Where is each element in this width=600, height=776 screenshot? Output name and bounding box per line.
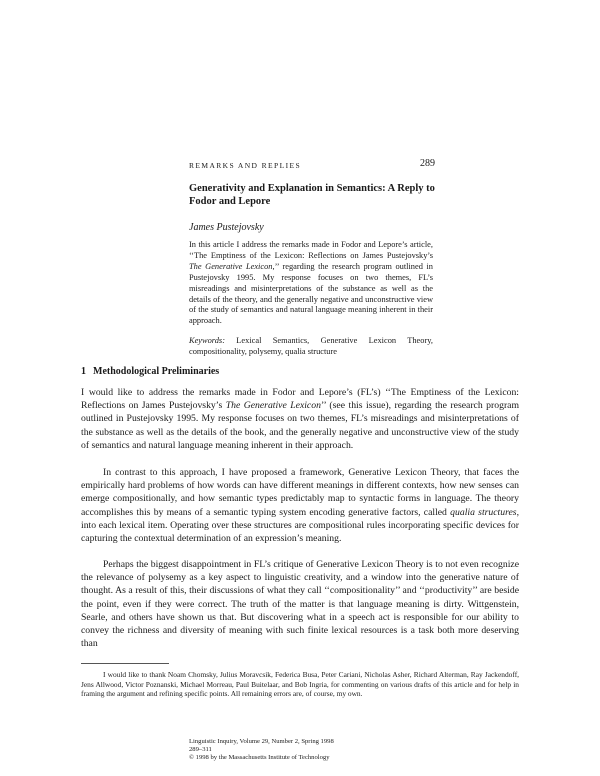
section-title: Methodological Preliminaries: [93, 366, 220, 377]
paragraph-2: [81, 466, 519, 545]
publication-info: [189, 738, 334, 763]
paragraph-3: [81, 558, 519, 650]
footnote: [81, 670, 519, 699]
keywords-label: Keywords:: [189, 336, 225, 345]
abstract-text-b: ,’’ regarding the research program outlined in Pustejovsky 1995. My response focuses on two themes, FL’s misreadings and misinterpretations of the substance as well as the details of the theory, and the generally negative and unconstructive view of the study of semantics and natural language meaning inherent in their approach.: [189, 261, 433, 326]
section-heading: [81, 366, 219, 377]
copyright-notice: © 1998 by the Massachusetts Institute of Technology: [189, 754, 330, 762]
paragraph-1-text-b: ’’ (see this issue), regarding the research program outlined in Pustejovsky 1995. My response focuses on two themes, FL’s misreadings and misinterpretations of the substance as well as the details of the book, and the generally negative and unconstructive view of the study of semantics and natural language meaning inherent in their approach.: [81, 400, 520, 451]
paragraph-1-book-title: The Generative Lexicon: [225, 400, 321, 412]
abstract-book-title: The Generative Lexicon: [189, 261, 273, 271]
abstract: [189, 240, 433, 327]
paragraph-1: [81, 386, 519, 452]
keywords: [189, 336, 433, 358]
author-name: James Pustejovsky: [189, 222, 264, 233]
abstract-text-a: In this article I address the remarks made in Fodor and Lepore’s article, ‘‘The Emptiness of the Lexicon: Reflections on James Pustejovsky’s: [189, 240, 433, 260]
journal-citation: Linguistic Inquiry, Volume 29, Number 2, Spring 1998: [189, 738, 334, 745]
paragraph-2-term: qualia structures: [450, 506, 517, 518]
article-title-line-1: Generativity and Explanation in Semantics: A Reply to: [189, 183, 435, 194]
article-title-line-2: Fodor and Lepore: [189, 196, 271, 207]
footnote-rule: [81, 663, 169, 664]
running-head: REMARKS AND REPLIES: [189, 161, 302, 170]
paragraph-2-text-a: In contrast to this approach, I have proposed a framework, Generative Lexicon Theory, that faces the empirically hard problems of how words can have different meanings in different contexts, how new senses can emerge compositionally, and how semantic types predictably map to syntactic forms in language. The theory accomplishes this by means of a semantic typing system encoding generative factors, called: [81, 467, 519, 518]
keywords-list: Lexical Semantics, Generative Lexicon Theory, compositionality, polysemy, qualia structure: [189, 336, 433, 356]
paragraph-3-text: Perhaps the biggest disappointment in FL’s critique of Generative Lexicon Theory is to not even recognize the relevance of polysemy as a key aspect to linguistic creativity, and a window into the generative nature of thought. As a result of this, their discussions of what they call ‘‘compositionality’’ and ‘‘productivity’’ are beside the point, even if they were correct. The truth of the matter is that language meaning is dirty. Wittgenstein, Searle, and others have shown us that. But discovering what in a speech act is responsible for our ability to convey the richness and diversity of meaning with such finite lexical resources is a task both more deserving than: [81, 559, 519, 650]
section-number: 1: [81, 366, 86, 377]
article-title: [189, 182, 449, 208]
footnote-text: I would like to thank Noam Chomsky, Julius Moravcsik, Federica Busa, Peter Cariani, Nicholas Asher, Richard Alterman, Ray Jackendoff, Jens Allwood, Victor Poznanski, Michael Morreau, Paul Buitelaar, and Bob Ingria, for commenting on various drafts of this article and for help in framing the argument and refining specific points. All remaining errors are, of course, my own.: [81, 670, 519, 699]
page-number: 289: [420, 158, 435, 169]
page-range: 289–311: [189, 746, 212, 754]
paragraph-2-text-b: , into each lexical item. Operating over these structures are compositional rules incorporating specific devices for capturing the contextual determination of an expression’s meaning.: [81, 506, 519, 545]
paragraph-1-text-a: I would like to address the remarks made in Fodor and Lepore’s (FL’s) ‘‘The Emptiness of the Lexicon: Reflections on James Pustejovsky’s: [81, 387, 519, 412]
